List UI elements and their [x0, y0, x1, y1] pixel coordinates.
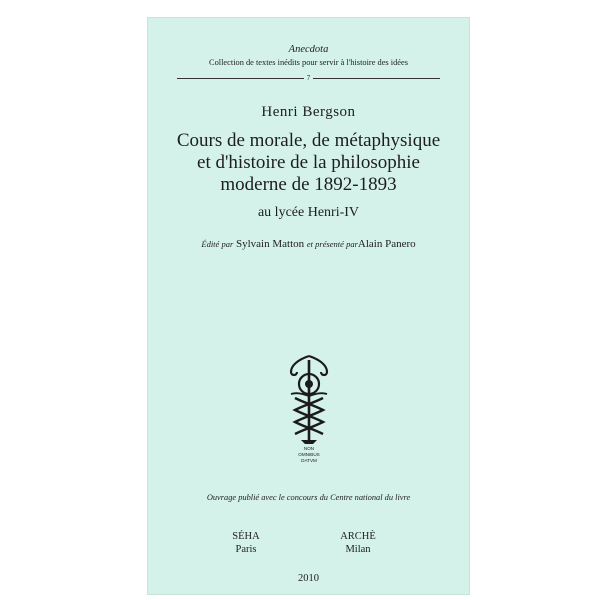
title-line: Cours de morale, de métaphysique: [176, 130, 441, 151]
title-line: et d'histoire de la philosophie: [197, 152, 420, 173]
caduceus-emblem-icon: [283, 354, 335, 466]
publisher-name: SÉHA: [232, 531, 260, 542]
series-number-text: 7: [304, 74, 314, 82]
series-number: [148, 74, 469, 82]
publisher-seha: [216, 530, 276, 556]
publisher-city: Milan: [345, 544, 371, 555]
presented-prefix: et présenté par: [306, 239, 358, 249]
edited-prefix: Édité par: [201, 239, 234, 249]
series-description: Collection de textes inédits pour servir à l'histoire des idées: [209, 58, 408, 67]
editors-line: [148, 238, 469, 250]
motto-line: DATVM: [301, 458, 317, 463]
publication-credit: Ouvrage publié avec le concours du Centre national du livre: [206, 493, 411, 502]
presenter-name: Alain Panero: [357, 238, 416, 250]
book-cover: [148, 18, 469, 594]
series-name: Anecdota: [288, 44, 329, 55]
publisher-city: Paris: [235, 544, 257, 555]
book-title: [148, 130, 469, 196]
publisher-arche: [328, 530, 388, 556]
motto-line: NON: [303, 446, 315, 451]
publication-year: 2010: [298, 573, 319, 584]
title-line: moderne de 1892-1893: [220, 174, 397, 195]
motto-line: OMNIBUS: [298, 452, 320, 457]
author-name: Henri Bergson: [261, 104, 356, 120]
book-subtitle: au lycée Henri-IV: [257, 205, 360, 220]
publisher-name: ARCHÈ: [340, 531, 376, 542]
editor-name: Sylvain Matton: [236, 238, 305, 250]
